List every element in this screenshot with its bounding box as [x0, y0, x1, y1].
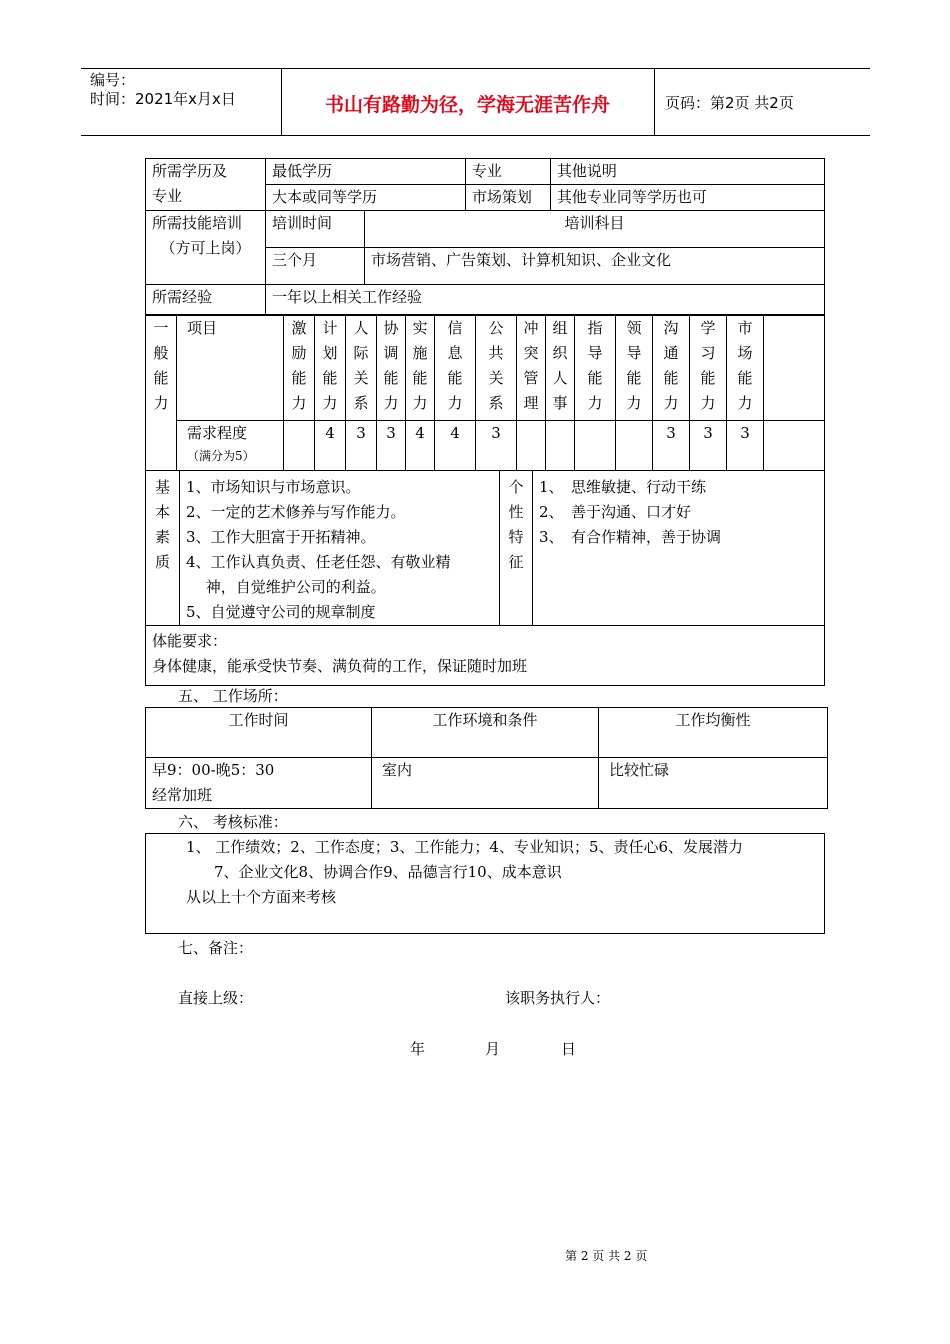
date-month: 月 [485, 1040, 501, 1058]
abilities-side-label [146, 316, 177, 471]
header-divider [654, 68, 655, 135]
skill-label-cell [146, 211, 266, 285]
label-char: 实 [412, 319, 428, 337]
ability-header [690, 316, 727, 421]
edu-label-2: 专业 [152, 187, 183, 205]
label-char: 事 [552, 394, 568, 412]
label-char: 力 [291, 394, 307, 412]
label-char: 系 [353, 394, 369, 412]
label-char: 力 [412, 394, 428, 412]
physical-value: 身体健康，能承受快节奏、满负荷的工作，保证随时加班 [152, 657, 528, 675]
basic-label [146, 471, 180, 626]
label-char: 质 [154, 553, 170, 571]
side-char: 能 [153, 369, 169, 387]
label-char: 突 [523, 344, 539, 362]
req-value [517, 421, 546, 471]
other-value: 其他专业同等学历也可 [550, 185, 824, 211]
work-balance-value: 比较忙碌 [599, 758, 828, 809]
label-char: 力 [737, 394, 753, 412]
label-char: 学 [700, 319, 716, 337]
ability-header [517, 316, 546, 421]
label-char: 力 [587, 394, 603, 412]
req-value [575, 421, 616, 471]
ability-header [377, 316, 406, 421]
label-char: 能 [737, 369, 753, 387]
label-char: 息 [447, 344, 463, 362]
exp-label: 所需经验 [146, 285, 266, 315]
label-char: 力 [447, 394, 463, 412]
label-char: 能 [412, 369, 428, 387]
exp-value: 一年以上相关工作经验 [266, 285, 825, 315]
personality-item: 3、 有合作精神，善于协调 [539, 528, 722, 546]
label-char: 特 [508, 528, 524, 546]
ability-header [727, 316, 764, 421]
basic-item: 神，自觉维护公司的利益。 [186, 578, 386, 596]
label-char: 能 [626, 369, 642, 387]
workplace-table [145, 707, 828, 809]
label-char: 力 [383, 394, 399, 412]
train-time-value: 三个月 [266, 248, 365, 285]
ability-spare-cell [764, 421, 825, 471]
label-char: 际 [353, 344, 369, 362]
req-value: 4 [435, 421, 476, 471]
label-char: 信 [447, 319, 463, 337]
ability-header [476, 316, 517, 421]
req-value [546, 421, 575, 471]
ability-header [653, 316, 690, 421]
ability-header [435, 316, 476, 421]
basic-item: 1、市场知识与市场意识。 [186, 478, 361, 496]
label-char: 激 [291, 319, 307, 337]
ability-header [284, 316, 315, 421]
label-char: 素 [154, 528, 170, 546]
side-char: 一 [153, 319, 169, 337]
label-char: 能 [322, 369, 338, 387]
min-edu-label: 最低学历 [266, 159, 466, 185]
side-char: 般 [153, 344, 169, 362]
req-value: 3 [690, 421, 727, 471]
label-char: 织 [552, 344, 568, 362]
work-env-header: 工作环境和条件 [372, 708, 599, 758]
physical-cell [146, 626, 825, 686]
req-value: 3 [377, 421, 406, 471]
label-char: 导 [626, 344, 642, 362]
label-char: 关 [353, 369, 369, 387]
req-value [284, 421, 315, 471]
label-char: 能 [383, 369, 399, 387]
label-char: 能 [700, 369, 716, 387]
ability-spare-cell [764, 316, 825, 421]
req-value: 4 [406, 421, 435, 471]
label-char: 市 [737, 319, 753, 337]
label-char: 导 [587, 344, 603, 362]
personality-items [533, 471, 825, 626]
edu-label-1: 所需学历及 [152, 162, 228, 180]
label-char: 力 [322, 394, 338, 412]
major-value: 市场策划 [465, 185, 550, 211]
personality-label [500, 471, 533, 626]
req-value: 3 [653, 421, 690, 471]
label-char: 系 [488, 394, 504, 412]
label-char: 理 [523, 394, 539, 412]
assessment-table [145, 833, 825, 934]
label-char: 管 [523, 369, 539, 387]
basic-items [180, 471, 500, 626]
req-value: 3 [476, 421, 517, 471]
footer-page: 第 2 页 共 2 页 [565, 1249, 648, 1263]
basic-item: 4、工作认真负责、任老任怨、有敬业精 [186, 553, 451, 571]
req-value: 3 [346, 421, 377, 471]
label-char: 力 [626, 394, 642, 412]
label-char: 力 [700, 394, 716, 412]
ability-header [346, 316, 377, 421]
ability-header [315, 316, 346, 421]
label-char: 冲 [523, 319, 539, 337]
label-char: 能 [587, 369, 603, 387]
header-top-rule [81, 68, 870, 69]
work-time-line: 早9：00-晚5：30 [152, 761, 275, 779]
assessment-line: 从以上十个方面来考核 [186, 888, 337, 906]
label-char: 本 [154, 503, 170, 521]
skill-label-2: （方可上岗） [160, 239, 251, 257]
label-char: 能 [663, 369, 679, 387]
page-info: 页码：第2页 共2页 [665, 94, 794, 112]
label-char: 人 [353, 319, 369, 337]
label-char: 场 [737, 344, 753, 362]
ability-header [406, 316, 435, 421]
date-year: 年 [410, 1040, 426, 1058]
label-char: 施 [412, 344, 428, 362]
number-label: 编号： [90, 71, 136, 89]
supervisor-label: 直接上级： [178, 989, 254, 1007]
abilities-table [145, 315, 825, 471]
label-char: 协 [383, 319, 399, 337]
item-label: 项目 [177, 316, 284, 421]
label-char: 能 [447, 369, 463, 387]
train-subject-value: 市场营销、广告策划、计算机知识、企业文化 [365, 248, 825, 285]
basic-item: 3、工作大胆富于开拓精神。 [186, 528, 376, 546]
skill-label-1: 所需技能培训 [152, 214, 243, 232]
basic-item: 5、自觉遵守公司的规章制度 [186, 603, 376, 621]
ability-header [575, 316, 616, 421]
executor-label: 该职务执行人： [505, 989, 611, 1007]
req-label-cell [177, 421, 284, 471]
label-char: 调 [383, 344, 399, 362]
label-char: 划 [322, 344, 338, 362]
ability-header [616, 316, 653, 421]
label-char: 能 [291, 369, 307, 387]
personality-item: 2、 善于沟通、口才好 [539, 503, 692, 521]
train-subject-label: 培训科目 [365, 211, 825, 248]
req-value [616, 421, 653, 471]
label-char: 力 [663, 394, 679, 412]
req-label: 需求程度 [187, 424, 248, 442]
time-label: 时间：2021年x月x日 [90, 90, 236, 108]
qualities-table [145, 470, 825, 686]
work-time-header: 工作时间 [146, 708, 372, 758]
label-char: 沟 [663, 319, 679, 337]
ability-header [546, 316, 575, 421]
other-label: 其他说明 [550, 159, 824, 185]
label-char: 组 [552, 319, 568, 337]
label-char: 计 [322, 319, 338, 337]
work-time-value [146, 758, 372, 809]
work-balance-header: 工作均衡性 [599, 708, 828, 758]
label-char: 指 [587, 319, 603, 337]
header-bottom-rule [81, 135, 870, 136]
basic-item: 2、一定的艺术修养与写作能力。 [186, 503, 406, 521]
work-env-value: 室内 [372, 758, 599, 809]
label-char: 领 [626, 319, 642, 337]
assessment-line: 1、 工作绩效；2、工作态度；3、工作能力；4、专业知识；5、责任心6、发展潜力 [186, 838, 744, 856]
motto: 书山有路勤为径，学海无涯苦作舟 [324, 94, 610, 116]
assessment-line: 7、企业文化8、协调合作9、品德言行10、成本意识 [214, 863, 562, 881]
label-char: 基 [154, 478, 170, 496]
label-char: 个 [508, 478, 524, 496]
section6-title: 六、 考核标准： [178, 813, 288, 831]
train-time-label: 培训时间 [266, 211, 365, 248]
work-time-line: 经常加班 [152, 786, 213, 804]
personality-item: 1、 思维敏捷、行动干练 [539, 478, 707, 496]
label-char: 励 [291, 344, 307, 362]
date-day: 日 [561, 1040, 577, 1058]
label-char: 公 [488, 319, 504, 337]
label-char: 通 [663, 344, 679, 362]
physical-label: 体能要求： [152, 632, 228, 650]
label-char: 人 [552, 369, 568, 387]
edu-label-cell [146, 159, 266, 211]
assessment-cell [146, 834, 825, 934]
section5-title: 五、 工作场所： [178, 687, 288, 705]
requirements-table [145, 158, 825, 315]
req-value: 3 [727, 421, 764, 471]
section7-title: 七、备注： [178, 939, 254, 957]
label-char: 征 [508, 553, 524, 571]
req-value: 4 [315, 421, 346, 471]
label-char: 共 [488, 344, 504, 362]
min-edu-value: 大本或同等学历 [266, 185, 466, 211]
major-label: 专业 [465, 159, 550, 185]
label-char: 习 [700, 344, 716, 362]
req-note: （满分为5） [187, 449, 255, 463]
side-char: 力 [153, 394, 169, 412]
label-char: 性 [508, 503, 524, 521]
label-char: 关 [488, 369, 504, 387]
